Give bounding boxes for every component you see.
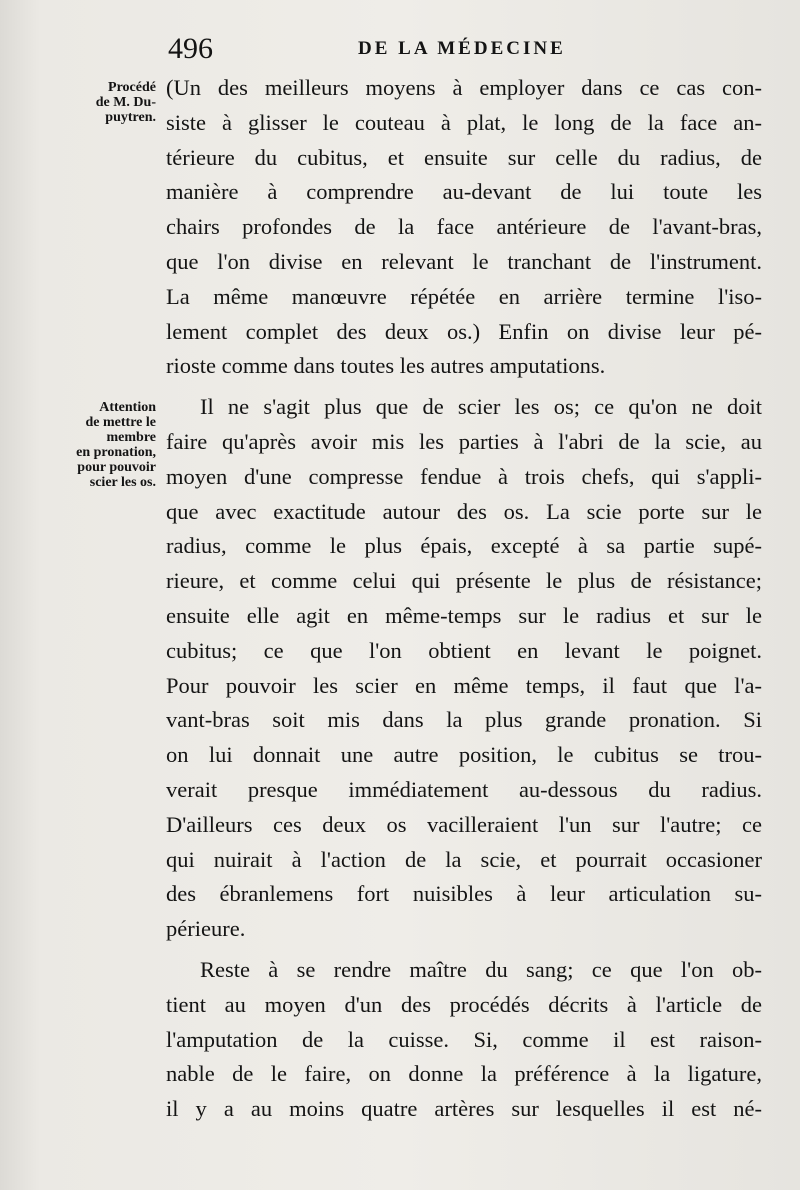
margin-note-line: Attention — [99, 400, 156, 415]
text-line: Reste à se rendre maître du sang; ce que l'on ob- — [200, 956, 762, 982]
body-text — [166, 71, 762, 1127]
margin-note-line: en pronation, — [76, 445, 156, 460]
text-line: l'amputation de la cuisse. Si, comme il est raison- — [166, 1026, 762, 1052]
text-line: tient au moyen d'un des procédés décrits à l'article de — [166, 991, 762, 1017]
margin-note-line: de M. Du- — [95, 95, 156, 110]
text-line: ensuite elle agit en même-temps sur le radius et sur le — [166, 602, 762, 628]
margin-note-line: Procédé — [108, 80, 156, 95]
page-number: 496 — [168, 32, 213, 65]
running-head: DE LA MÉDECINE — [358, 38, 566, 59]
text-line: radius, comme le plus épais, excepté à sa partie supé- — [166, 533, 762, 559]
text-line: térieure du cubitus, et ensuite sur celle du radius, de — [166, 144, 762, 170]
text-line: on lui donnait une autre position, le cubitus se trou- — [166, 742, 762, 768]
text-line: cubitus; ce que l'on obtient en levant le poignet. — [166, 637, 762, 663]
paragraph-1 — [166, 71, 762, 384]
margin-note-line: pour pouvoir — [77, 460, 156, 475]
text-line: que l'on divise en relevant le tranchant de l'instrument. — [166, 248, 762, 274]
margin-note-dupuytren — [40, 80, 156, 125]
text-line: il y a au moins quatre artères sur lesquelles il est né- — [166, 1096, 762, 1122]
margin-note-pronation — [40, 400, 156, 490]
text-line: siste à glisser le couteau à plat, le long de la face an- — [166, 109, 762, 135]
text-line: D'ailleurs ces deux os vacilleraient l'un sur l'autre; ce — [166, 811, 762, 837]
text-line: chairs profondes de la face antérieure de l'avant-bras, — [166, 214, 762, 240]
text-line: (Un des meilleurs moyens à employer dans ce cas con- — [166, 75, 762, 100]
text-line: rieure, et comme celui qui présente le plus de résistance; — [166, 568, 762, 594]
margin-note-line: membre — [106, 430, 156, 445]
text-line: moyen d'une compresse fendue à trois chefs, qui s'appli- — [166, 463, 762, 489]
text-line: faire qu'après avoir mis les parties à l'abri de la scie, au — [166, 428, 762, 454]
margin-note-line: puytren. — [105, 110, 156, 125]
page-header — [0, 30, 800, 70]
text-line: lement complet des deux os.) Enfin on divise leur pé- — [166, 318, 762, 344]
text-line: qui nuirait à l'action de la scie, et pourrait occasioner — [166, 846, 762, 872]
text-line: Il ne s'agit plus que de scier les os; ce qu'on ne doit — [200, 394, 762, 420]
text-line: Pour pouvoir les scier en même temps, il faut que l'a- — [166, 672, 762, 698]
text-line: nable de le faire, on donne la préférence à la ligature, — [166, 1061, 762, 1087]
text-line: verait presque immédiatement au-dessous du radius. — [166, 776, 762, 802]
paragraph-3 — [166, 953, 762, 1127]
margin-note-line: de mettre le — [85, 415, 156, 430]
text-line: que avec exactitude autour des os. La scie porte sur le — [166, 498, 762, 524]
text-line: rioste comme dans toutes les autres amputations. — [166, 353, 606, 379]
text-line: manière à comprendre au-devant de lui toute les — [166, 179, 762, 205]
margin-note-line: scier les os. — [89, 475, 156, 490]
text-line: La même manœuvre répétée en arrière termine l'iso- — [166, 283, 762, 309]
text-line: vant-bras soit mis dans la plus grande pronation. Si — [166, 707, 762, 733]
text-line: périeure. — [166, 916, 246, 942]
paragraph-2 — [166, 390, 762, 947]
text-line: des ébranlemens fort nuisibles à leur articulation su- — [166, 881, 762, 907]
